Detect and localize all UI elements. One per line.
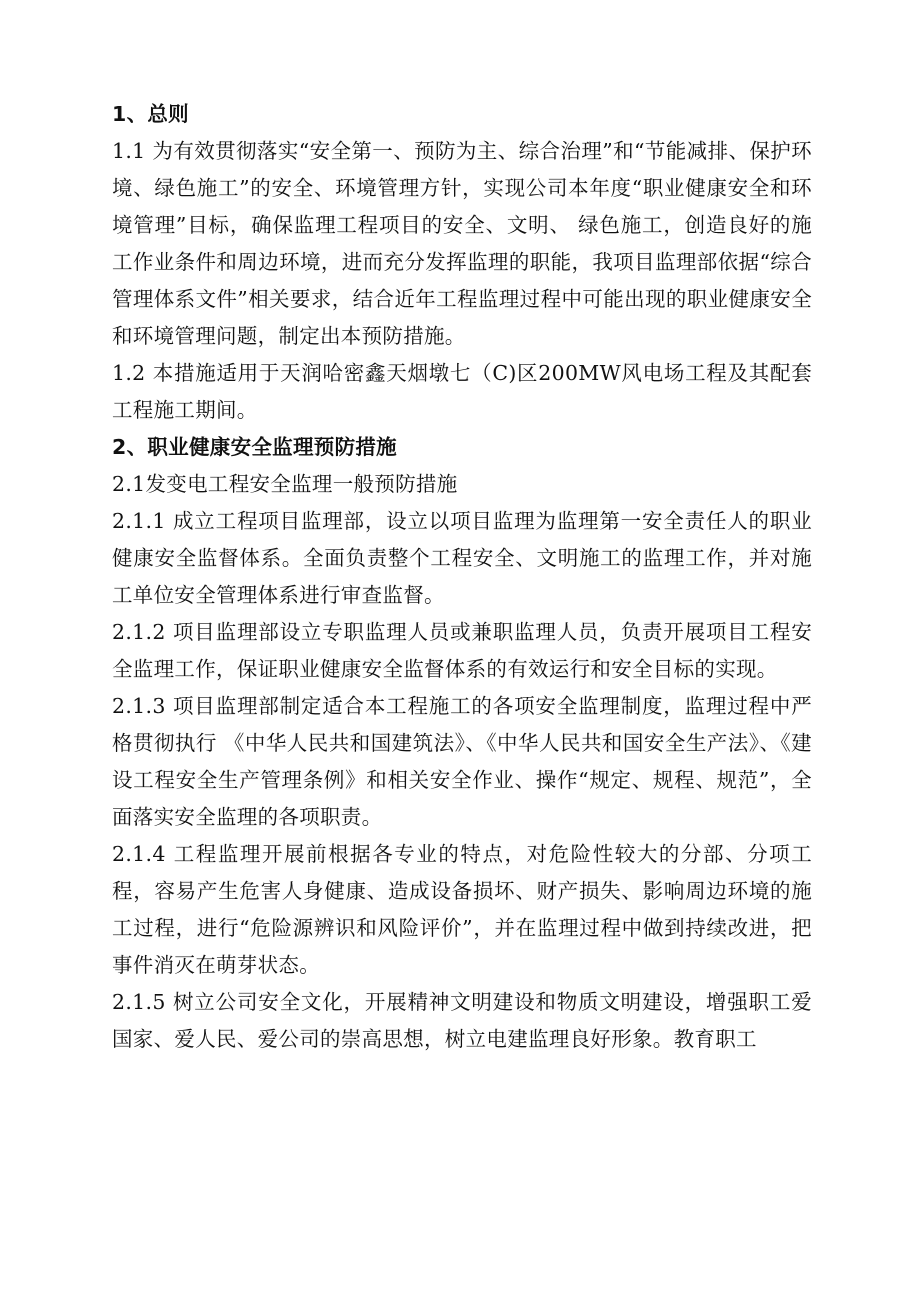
- paragraph-2-1-2: 2.1.2 项目监理部设立专职监理人员或兼职监理人员，负责开展项目工程安全监理工作，保证职业健康安全监督体系的有效运行和安全目标的实现。: [112, 620, 812, 681]
- paragraph-1-1: 1.1 为有效贯彻落实“安全第一、预防为主、综合治理”和“节能减排、保护环境、绿色施工”的安全、环境管理方针，实现公司本年度“职业健康安全和环境管理”目标，确保监理工程项目的安全、文明、 绿色施工，创造良好的施工作业条件和周边环境，进而充分发挥监理的职能，我项目监理部依据“综合管理体系文件”相关要求，结合近年工程监理过程中可能出现的职业健康安全和环境管理问题，制定出本预防措施。: [112, 139, 812, 348]
- section-heading-safety-measures: 2、职业健康安全监理预防措施: [112, 435, 397, 459]
- paragraph-1-2: 1.2 本措施适用于天润哈密鑫天烟墩七（C)区200MW风电场工程及其配套工程施工期间。: [112, 361, 812, 422]
- section-heading-general: 1、总则: [112, 102, 189, 126]
- document-page: [112, 96, 812, 1058]
- paragraph-2-1-5: 2.1.5 树立公司安全文化，开展精神文明建设和物质文明建设，增强职工爱国家、爱人民、爱公司的崇高思想，树立电建监理良好形象。教育职工: [112, 990, 812, 1051]
- paragraph-2-1-3: 2.1.3 项目监理部制定适合本工程施工的各项安全监理制度，监理过程中严格贯彻执行 《中华人民共和国建筑法》、《中华人民共和国安全生产法》、《建设工程安全生产管理条例》和相关安全作业、操作“规定、规程、规范”，全面落实安全监理的各项职责。: [112, 694, 812, 829]
- paragraph-2-1-4: 2.1.4 工程监理开展前根据各专业的特点，对危险性较大的分部、分项工程，容易产生危害人身健康、造成设备损坏、财产损失、影响周边环境的施工过程，进行“危险源辨识和风险评价”，并在监理过程中做到持续改进，把事件消灭在萌芽状态。: [112, 842, 812, 977]
- paragraph-2-1-1: 2.1.1 成立工程项目监理部，设立以项目监理为监理第一安全责任人的职业健康安全监督体系。全面负责整个工程安全、文明施工的监理工作，并对施工单位安全管理体系进行审查监督。: [112, 509, 812, 607]
- paragraph-2-1: 2.1发变电工程安全监理一般预防措施: [112, 472, 458, 496]
